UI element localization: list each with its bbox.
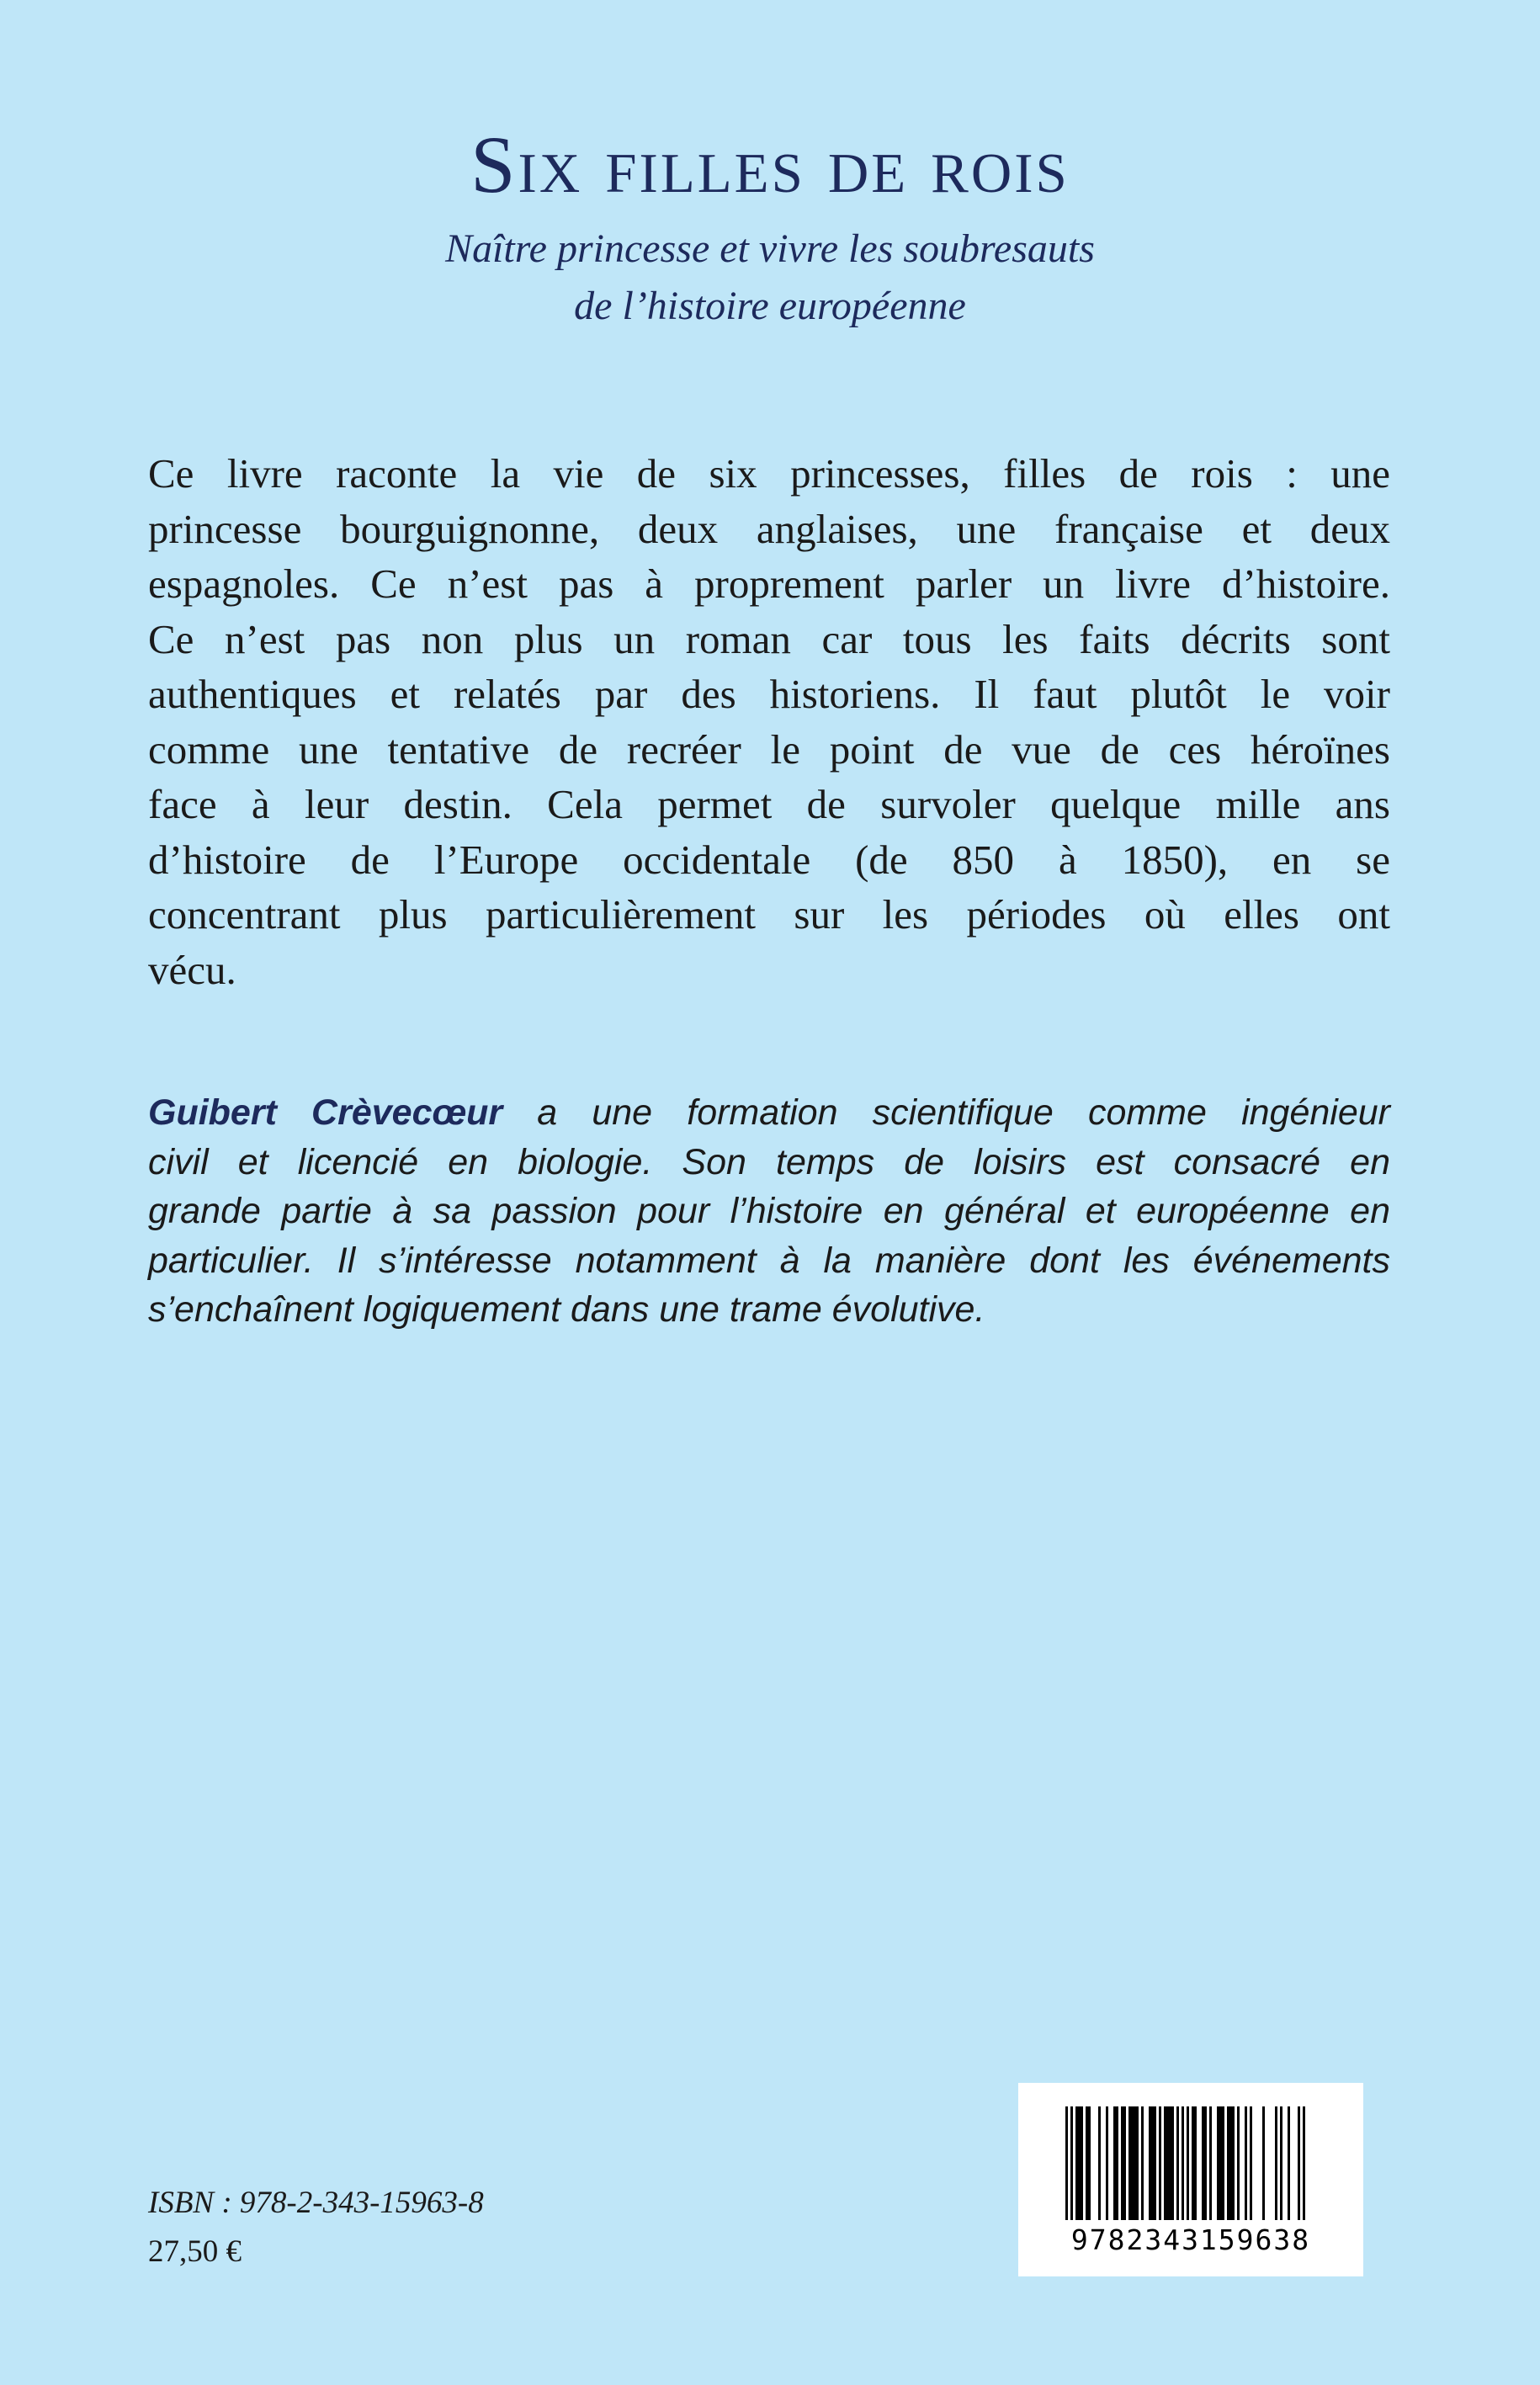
barcode-bar [1149, 2106, 1151, 2220]
barcode-bar [1204, 2106, 1207, 2220]
barcode-bar [1136, 2106, 1139, 2220]
barcode-bar [1288, 2106, 1290, 2220]
barcode-bar [1245, 2106, 1247, 2220]
subtitle-line: Naître princesse et vivre les soubresauts [445, 226, 1095, 271]
bio-line: s’enchaînent logiquement dans une trame évolutive. [148, 1289, 985, 1330]
author-name: Guibert Crèvecœur [148, 1092, 503, 1133]
barcode-digits: 9782343159638 [1070, 2223, 1311, 2256]
barcode-bar [1222, 2106, 1224, 2220]
barcode-bar [1171, 2106, 1174, 2220]
barcode-bar [1070, 2106, 1073, 2220]
summary-line: espagnoles. Ce n’est pas à proprement parler un livre d’histoire. [148, 560, 1390, 607]
summary-line: princesse bourguignonne, deux anglaises, une française et deux [148, 505, 1390, 552]
barcode-bar [1134, 2106, 1136, 2220]
summary-line: comme une tentative de recréer le point de vue de ces héroïnes [148, 725, 1390, 773]
barcode-bar [1298, 2106, 1300, 2220]
barcode-bar [1209, 2106, 1212, 2220]
barcode-bars [1065, 2106, 1316, 2226]
barcode-bar [1164, 2106, 1166, 2220]
summary-line: face à leur destin. Cela permet de survoler quelque mille ans [148, 781, 1390, 827]
barcode-bar [1123, 2106, 1126, 2220]
barcode-bar [1075, 2106, 1078, 2220]
barcode-bar [1088, 2106, 1091, 2220]
barcode-bar [1113, 2106, 1116, 2220]
summary-line: authentiques et relatés par des historiens. Il faut plutôt le voir [148, 671, 1390, 717]
bio-line: civil et licencié en biologie. Son temps de loisirs est consacré en [148, 1141, 1390, 1182]
barcode-bar [1237, 2106, 1240, 2220]
barcode-bar [1154, 2106, 1156, 2220]
barcode-bar [1081, 2106, 1083, 2220]
summary-line: d’histoire de l’Europe occidentale (de 850 à 1850), en se [148, 836, 1390, 883]
summary-line: Ce n’est pas non plus un roman car tous les faits décrits sont [148, 615, 1390, 662]
summary-line: vécu. [148, 946, 236, 993]
summary-line: concentrant plus particulièrement sur les périodes où elles ont [148, 891, 1390, 938]
barcode-bar [1202, 2106, 1204, 2220]
barcode-bar [1078, 2106, 1081, 2220]
barcode-bar [1303, 2106, 1305, 2220]
subtitle-line: de l’histoire européenne [574, 284, 966, 328]
barcode-bar [1194, 2106, 1197, 2220]
barcode-bar [1176, 2106, 1179, 2220]
summary-line: Ce livre raconte la vie de six princesses, filles de rois : une [148, 450, 1390, 497]
barcode-bar [1131, 2106, 1134, 2220]
barcode-bar [1262, 2106, 1265, 2220]
barcode-bar [1169, 2106, 1171, 2220]
barcode-bar [1159, 2106, 1161, 2220]
barcode-bar [1098, 2106, 1101, 2220]
book-summary [148, 446, 1390, 997]
barcode-bar [1086, 2106, 1088, 2220]
bio-line: grande partie à sa passion pour l’histoire en général et européenne en [148, 1191, 1390, 1231]
barcode-bar [1229, 2106, 1232, 2220]
barcode-bar [1217, 2106, 1219, 2220]
barcode-bar [1116, 2106, 1118, 2220]
barcode [1018, 2083, 1363, 2276]
barcode-bar [1187, 2106, 1189, 2220]
barcode-bar [1250, 2106, 1252, 2220]
barcode-bar [1065, 2106, 1068, 2220]
barcode-bar [1141, 2106, 1144, 2220]
barcode-bar [1166, 2106, 1169, 2220]
barcode-bar [1227, 2106, 1229, 2220]
barcode-bar [1219, 2106, 1222, 2220]
barcode-bar [1275, 2106, 1277, 2220]
bio-first-line-rest: a une formation scientifique comme ingénieur [502, 1092, 1390, 1133]
barcode-bar [1151, 2106, 1154, 2220]
barcode-bar [1182, 2106, 1184, 2220]
bio-line [148, 1088, 1390, 1138]
barcode-bar [1280, 2106, 1282, 2220]
author-bio [148, 1088, 1390, 1335]
barcode-bar [1106, 2106, 1108, 2220]
barcode-bar [1232, 2106, 1235, 2220]
isbn: ISBN : 978-2-343-15963-8 [148, 2186, 484, 2220]
price: 27,50 € [148, 2234, 242, 2269]
barcode-bar [1128, 2106, 1131, 2220]
barcode-bar [1121, 2106, 1123, 2220]
book-subtitle [0, 220, 1540, 335]
bio-line: particulier. Il s’intéresse notamment à la manière dont les événements [148, 1240, 1390, 1281]
barcode-bar [1192, 2106, 1194, 2220]
book-title: Six filles de rois [470, 120, 1070, 210]
